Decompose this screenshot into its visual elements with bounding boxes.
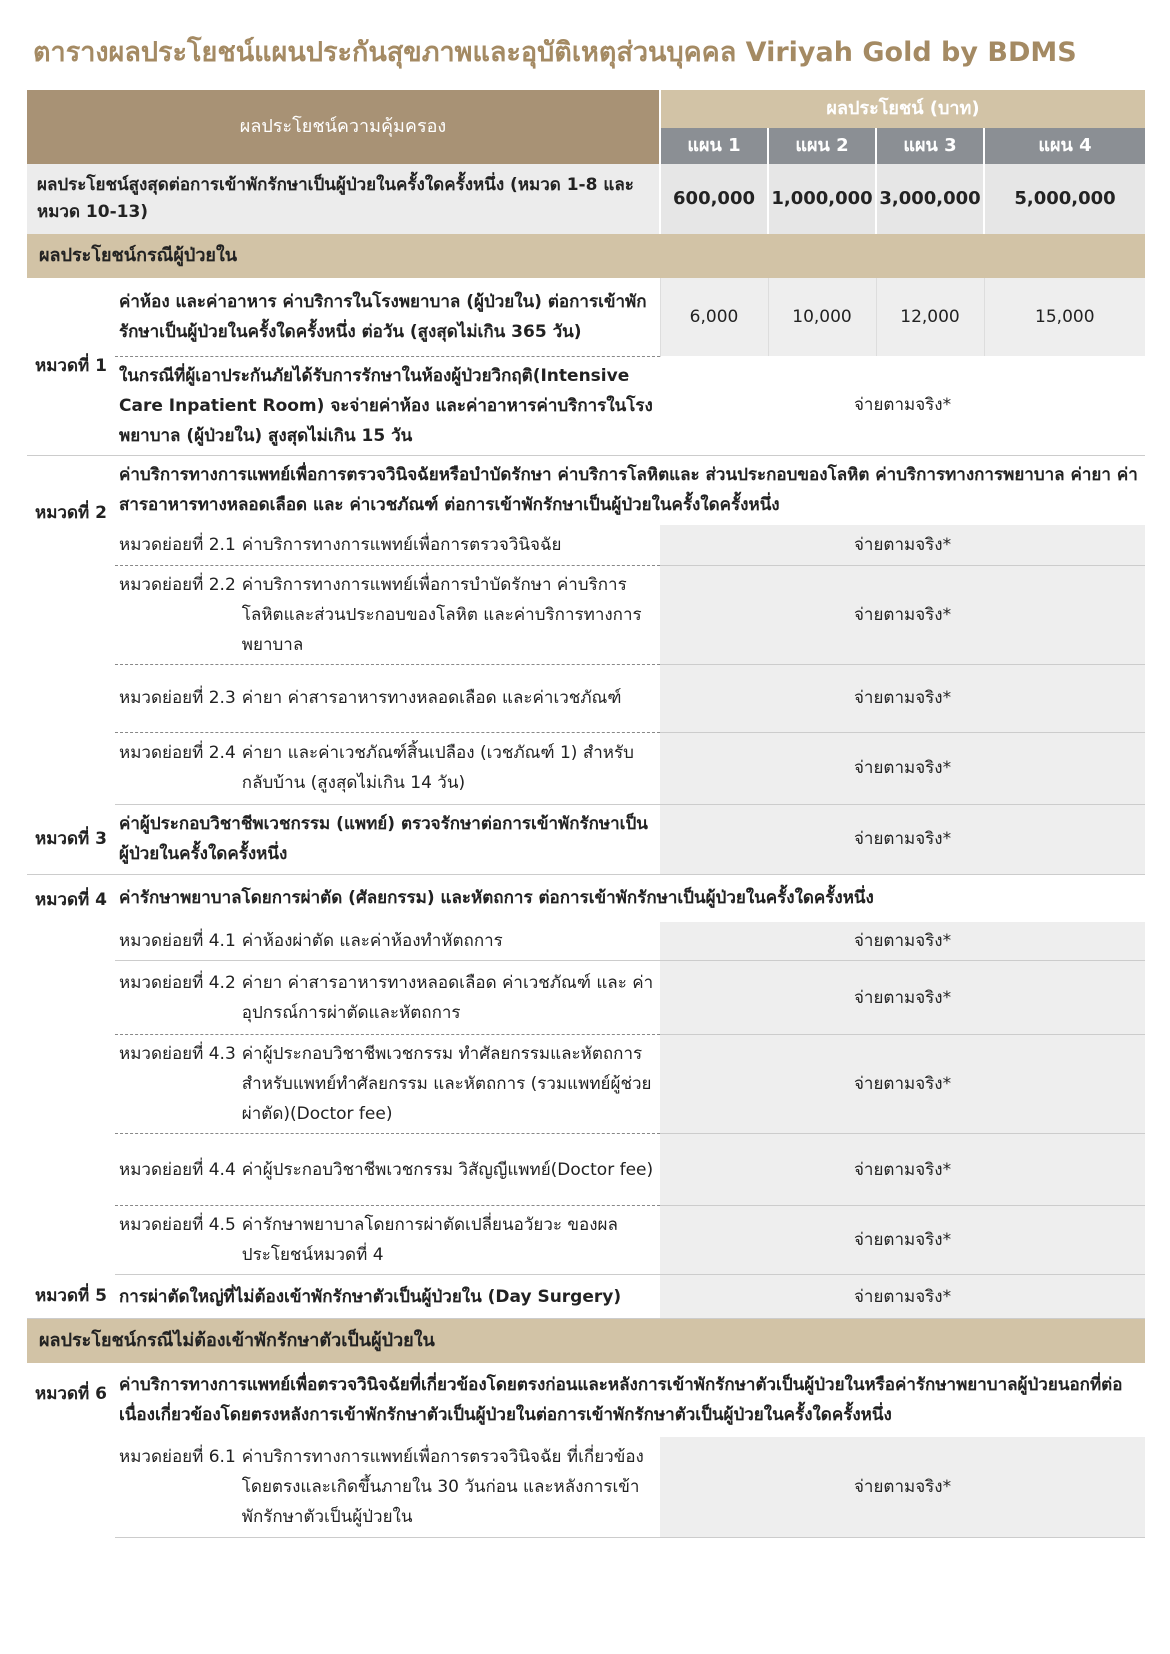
plan-4-header: แผน 4 (984, 128, 1145, 164)
max-benefit-plan-3: 3,000,000 (876, 164, 984, 234)
category-2-desc: ค่าบริการทางการแพทย์เพื่อการตรวจวินิจฉัยหรือบำบัดรักษา ค่าบริการโลหิตและ ส่วนประกอบของโลหิต ค่าบริการทางการพยาบาล ค่ายา ค่าสารอาหารทางหลอดเลือด และ ค่าเวชภัณฑ์ ต่อการเข้าพักรักษาเป็นผู้ป่วยในครั้งใดครั้งหนึ่ง (119, 465, 1138, 516)
subcategory-4-2-value: จ่ายตามจริง* (660, 961, 1145, 1035)
subcategory-key: หมวดย่อยที่ 2.4 (119, 743, 236, 763)
subcategory-4-3 (115, 1035, 660, 1134)
category-1-room-desc: ค่าห้อง และค่าอาหาร ค่าบริการในโรงพยาบาล (ผู้ป่วยใน) ต่อการเข้าพักรักษาเป็นผู้ป่วยในครั้งใดครั้งหนึ่ง ต่อวัน (สูงสุดไม่เกิน 365 วัน) (115, 278, 660, 356)
subcategory-text: ค่าผู้ประกอบวิชาชีพเวชกรรม วิสัญญีแพทย์(Doctor fee) (241, 1159, 654, 1180)
category-1-icu-value: จ่ายตามจริง* (660, 356, 1145, 455)
subcategory-key: หมวดย่อยที่ 6.1 (119, 1446, 236, 1467)
max-benefit-plan-1: 600,000 (660, 164, 768, 234)
subcategory-key: หมวดย่อยที่ 4.1 (119, 931, 236, 951)
inpatient-section-header: ผลประโยชน์กรณีผู้ป่วยใน (27, 234, 1145, 278)
subcategory-2-1-value: จ่ายตามจริง* (660, 525, 1145, 565)
category-4-label: หมวดที่ 4 (35, 889, 107, 910)
subcategory-4-4-value: จ่ายตามจริง* (660, 1134, 1145, 1206)
subcategory-2-3-value: จ่ายตามจริง* (660, 664, 1145, 732)
subcategory-text: ค่ายา ค่าสารอาหารทางหลอดเลือด และค่าเวชภัณฑ์ (241, 688, 622, 708)
max-benefit-plan-2: 1,000,000 (768, 164, 876, 234)
category-5-value: จ่ายตามจริง* (660, 1275, 1145, 1319)
room-rate-plan-3: 12,000 (876, 278, 984, 356)
max-benefit-label: ผลประโยชน์สูงสุดต่อการเข้าพักรักษาเป็นผู้ป่วยในครั้งใดครั้งหนึ่ง (หมวด 1-8 และหมวด 10-13) (27, 164, 660, 234)
outpatient-section-header: ผลประโยชน์กรณีไม่ต้องเข้าพักรักษาตัวเป็นผู้ป่วยใน (27, 1319, 1145, 1364)
subcategory-4-5-value: จ่ายตามจริง* (660, 1206, 1145, 1275)
subcategory-4-1 (115, 922, 660, 961)
coverage-header: ผลประโยชน์ความคุ้มครอง (27, 90, 660, 164)
subcategory-key: หมวดย่อยที่ 4.4 (119, 1159, 236, 1180)
category-5-desc: การผ่าตัดใหญ่ที่ไม่ต้องเข้าพักรักษาตัวเป็นผู้ป่วยใน (Day Surgery) (115, 1275, 660, 1319)
subcategory-2-2-value: จ่ายตามจริง* (660, 565, 1145, 664)
subcategory-4-4 (115, 1134, 660, 1206)
subcategory-2-4-value: จ่ายตามจริง* (660, 732, 1145, 804)
subcategory-6-1-value: จ่ายตามจริง* (660, 1437, 1145, 1537)
room-rate-plan-4: 15,000 (984, 278, 1145, 356)
category-6-desc: ค่าบริการทางการแพทย์เพื่อตรวจวินิจฉัยที่เกี่ยวข้องโดยตรงก่อนและหลังการเข้าพักรักษาตัวเป็นผู้ป่วยในหรือค่ารักษาพยาบาลผู้ป่วยนอกที่ต่อเนื่องเกี่ยวข้องโดยตรงหลังการเข้าพักรักษาตัวเป็นผู้ป่วยในต่อการเข้าพักรักษาตัวเป็นผู้ป่วยในครั้งใดครั้งหนึ่ง (119, 1375, 1123, 1425)
page-title: ตารางผลประโยชน์แผนประกันสุขภาพและอุบัติเหตุส่วนบุคคล Viriyah Gold by BDMS (33, 37, 1077, 68)
subcategory-text: ค่ายา ค่าสารอาหารทางหลอดเลือด ค่าเวชภัณฑ์ และ ค่าอุปกรณ์การผ่าตัดและหัตถการ (241, 972, 654, 1023)
category-1-label: หมวดที่ 1 (27, 278, 115, 455)
subcategory-key: หมวดย่อยที่ 4.3 (119, 1044, 236, 1064)
subcategory-4-5 (115, 1206, 660, 1275)
room-rate-plan-2: 10,000 (768, 278, 876, 356)
category-3-value: จ่ายตามจริง* (660, 804, 1145, 874)
subcategory-text: ค่ายา และค่าเวชภัณฑ์สิ้นเปลือง (เวชภัณฑ์ 1) สำหรับกลับบ้าน (สูงสุดไม่เกิน 14 วัน) (241, 743, 634, 793)
room-rate-plan-1: 6,000 (660, 278, 768, 356)
benefit-header: ผลประโยชน์ (บาท) (660, 90, 1145, 128)
category-6-label: หมวดที่ 6 (35, 1384, 107, 1404)
subcategory-4-2 (115, 961, 660, 1035)
category-2-label: หมวดที่ 2 (35, 502, 107, 523)
plan-1-header: แผน 1 (660, 128, 768, 164)
plan-2-header: แผน 2 (768, 128, 876, 164)
subcategory-4-1-value: จ่ายตามจริง* (660, 922, 1145, 961)
subcategory-key: หมวดย่อยที่ 2.1 (119, 534, 236, 555)
subcategory-6-1 (115, 1437, 660, 1537)
subcategory-text: ค่าบริการทางการแพทย์เพื่อการตรวจวินิจฉัย ที่เกี่ยวข้องโดยตรงและเกิดขึ้นภายใน 30 วันก่อน และหลังการเข้าพักรักษาตัวเป็นผู้ป่วยใน (241, 1446, 644, 1527)
category-5-label: หมวดที่ 5 (27, 1275, 115, 1319)
subcategory-2-4 (115, 732, 660, 804)
subcategory-text: ค่าผู้ประกอบวิชาชีพเวชกรรม ทำศัลยกรรมและหัตถการสำหรับแพทย์ทำศัลยกรรม และหัตถการ (รวมแพทย์ผู้ช่วยผ่าตัด)(Doctor fee) (241, 1044, 652, 1124)
subcategory-4-3-value: จ่ายตามจริง* (660, 1035, 1145, 1134)
category-4-desc: ค่ารักษาพยาบาลโดยการผ่าตัด (ศัลยกรรม) และหัตถการ ต่อการเข้าพักรักษาเป็นผู้ป่วยในครั้งใดครั้งหนึ่ง (119, 888, 874, 909)
category-3-label: หมวดที่ 3 (27, 804, 115, 874)
subcategory-text: ค่ารักษาพยาบาลโดยการผ่าตัดเปลี่ยนอวัยวะ ของผลประโยชน์หมวดที่ 4 (241, 1215, 618, 1265)
subcategory-key: หมวดย่อยที่ 4.2 (119, 972, 236, 993)
subcategory-key: หมวดย่อยที่ 2.2 (119, 574, 236, 595)
subcategory-key: หมวดย่อยที่ 4.5 (119, 1215, 236, 1235)
max-benefit-plan-4: 5,000,000 (984, 164, 1145, 234)
category-3-desc: ค่าผู้ประกอบวิชาชีพเวชกรรม (แพทย์) ตรวจรักษาต่อการเข้าพักรักษาเป็นผู้ป่วยในครั้งใดครั้งหนึ่ง (115, 804, 660, 874)
category-1-icu-desc: ในกรณีที่ผู้เอาประกันภัยได้รับการรักษาในห้องผู้ป่วยวิกฤติ(Intensive Care Inpatient Room) จะจ่ายค่าห้อง และค่าอาหารค่าบริการในโรงพยาบาล (ผู้ป่วยใน) สูงสุดไม่เกิน 15 วัน (115, 356, 660, 455)
benefit-table (27, 90, 1145, 1538)
subcategory-text: ค่าบริการทางการแพทย์เพื่อการบำบัดรักษา ค่าบริการโลหิตและส่วนประกอบของโลหิต และค่าบริการทางการพยาบาล (241, 574, 642, 655)
subcategory-2-2 (115, 565, 660, 664)
subcategory-2-3 (115, 664, 660, 732)
subcategory-key: หมวดย่อยที่ 2.3 (119, 688, 236, 708)
plan-3-header: แผน 3 (876, 128, 984, 164)
subcategory-2-1 (115, 525, 660, 565)
subcategory-text: ค่าห้องผ่าตัด และค่าห้องทำหัตถการ (241, 931, 503, 951)
subcategory-text: ค่าบริการทางการแพทย์เพื่อการตรวจวินิจฉัย (241, 534, 562, 555)
